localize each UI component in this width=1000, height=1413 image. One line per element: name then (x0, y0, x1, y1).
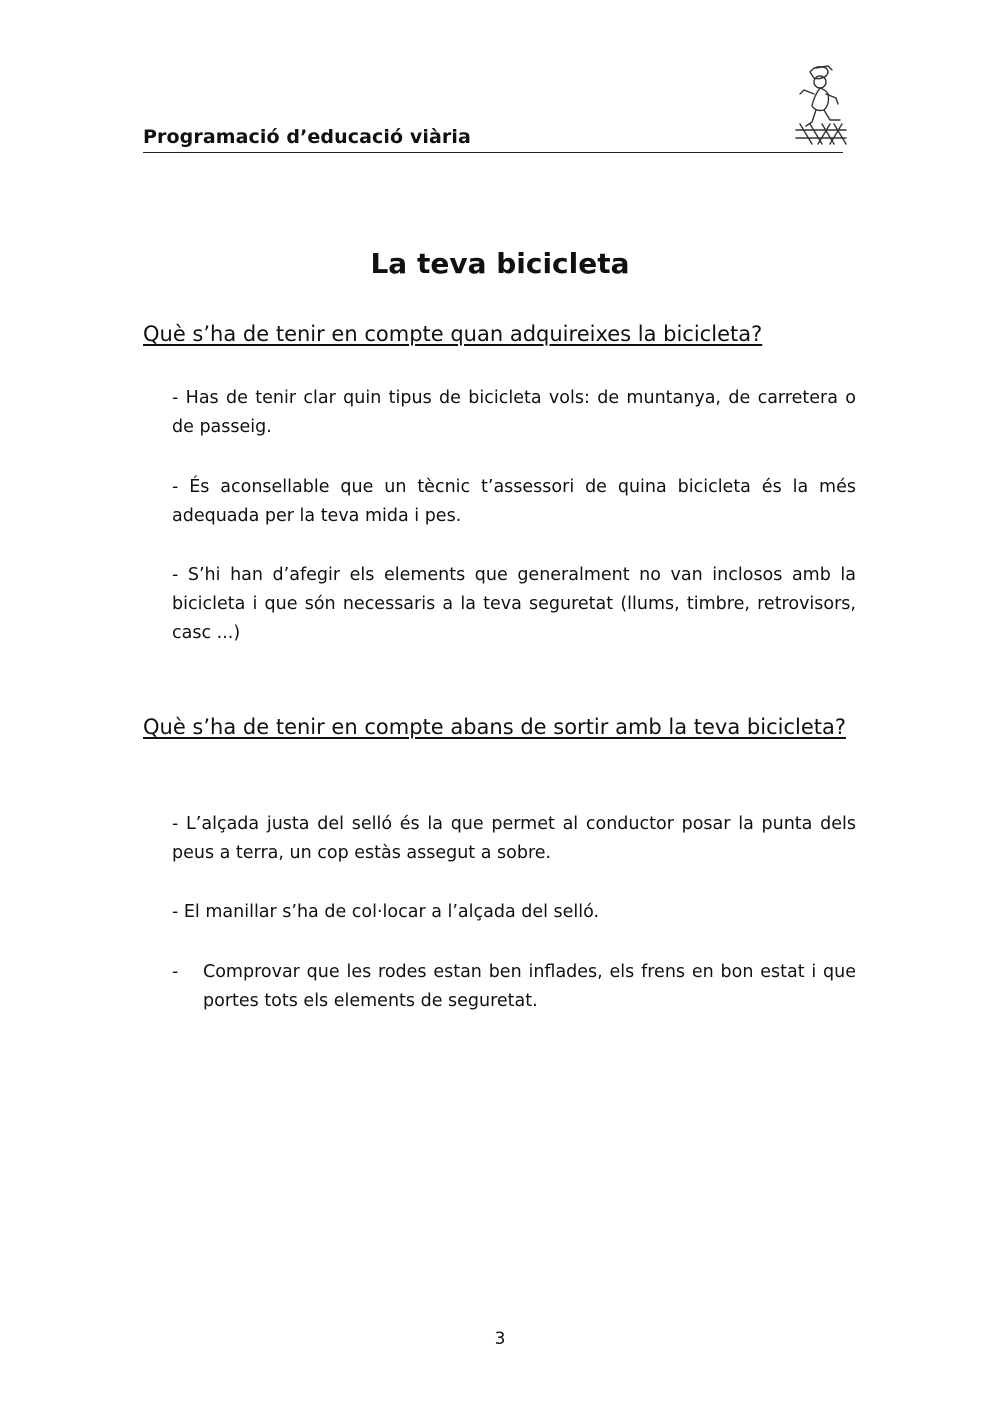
list-dash: - (172, 962, 179, 982)
list-item: - És aconsellable que un tècnic t’assessori de quina bicicleta és la més adequada per la teva mida i pes. (172, 477, 856, 526)
section-heading-before-riding: Què s’ha de tenir en compte abans de sortir amb la teva bicicleta? (143, 715, 846, 739)
list-item: - El manillar s’ha de col·locar a l’alçada del selló. (172, 902, 600, 922)
list-item: - Has de tenir clar quin tipus de bicicleta vols: de muntanya, de carretera o de passeig. (172, 388, 856, 437)
header-title: Programació d’educació viària (143, 126, 471, 148)
list-item: Comprovar que les rodes estan ben inflades, els frens en bon estat i que portes tots els elements de seguretat. (203, 962, 856, 1011)
list-item: - S’hi han d’afegir els elements que generalment no van inclosos amb la bicicleta i que són necessaris a la teva seguretat (llums, timbre, retrovisors, casc ...) (172, 565, 856, 643)
page-number: 3 (494, 1329, 506, 1349)
list-item: - L’alçada justa del selló és la que permet al conductor posar la punta dels peus a terra, un cop estàs assegut a sobre. (172, 814, 856, 863)
document-header (143, 124, 843, 153)
section-heading-acquire: Què s’ha de tenir en compte quan adquireixes la bicicleta? (143, 322, 763, 346)
cyclist-figure-icon (790, 60, 852, 146)
page-title: La teva bicicleta (370, 247, 630, 280)
